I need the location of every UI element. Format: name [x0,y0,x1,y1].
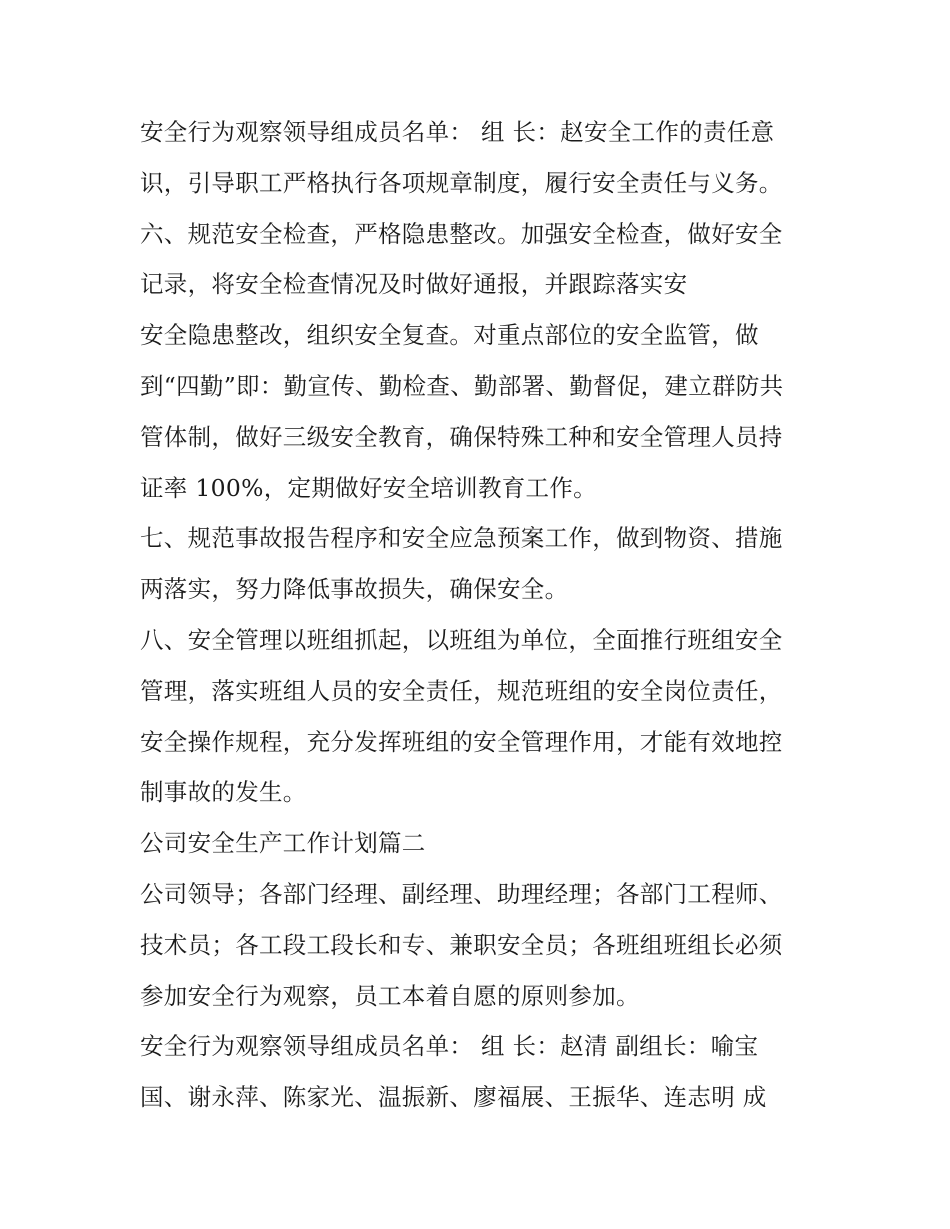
text-line: 国、谢永萍、陈家光、温振新、廖福展、王振华、连志明 成 [140,1083,767,1112]
text-line: 安全行为观察领导组成员名单： 组 长：赵清 副组长：喻宝 [140,1032,759,1061]
text-line: 安全操作规程，充分发挥班组的安全管理作用，才能有效地控 [140,727,783,756]
text-line: 安全隐患整改，组织安全复查。对重点部位的安全监管，做 [140,321,759,350]
text-line: 管体制，做好三级安全教育，确保特殊工种和安全管理人员持 [140,422,783,451]
body-text [140,107,820,1123]
text-line: 参加安全行为观察，员工本着自愿的原则参加。 [140,981,640,1010]
text-line: 技术员；各工段工段长和专、兼职安全员；各班组班组长必须 [140,930,783,959]
text-line: 两落实，努力降低事故损失，确保安全。 [140,575,569,604]
text-line: 公司领导；各部门经理、副经理、助理经理；各部门工程师、 [140,879,783,908]
text-line: 到“四勤”即：勤宣传、勤检查、勤部署、勤督促，建立群防共 [140,371,784,400]
text-line: 八、安全管理以班组抓起，以班组为单位，全面推行班组安全 [140,625,783,654]
text-line: 证率 100%，定期做好安全培训教育工作。 [140,473,597,502]
section-heading: 公司安全生产工作计划篇二 [140,829,426,858]
text-line: 管理，落实班组人员的安全责任，规范班组的安全岗位责任， [140,676,783,705]
text-line: 记录，将安全检查情况及时做好通报，并跟踪落实安 [140,270,688,299]
text-line: 制事故的发生。 [140,778,307,807]
text-line: 识，引导职工严格执行各项规章制度，履行安全责任与义务。 [140,168,783,197]
text-line: 安全行为观察领导组成员名单： 组 长：赵安全工作的责任意 [140,118,775,146]
text-line: 六、规范安全检查，严格隐患整改。加强安全检查，做好安全 [140,219,783,248]
text-line: 七、规范事故报告程序和安全应急预案工作，做到物资、措施 [140,524,783,553]
